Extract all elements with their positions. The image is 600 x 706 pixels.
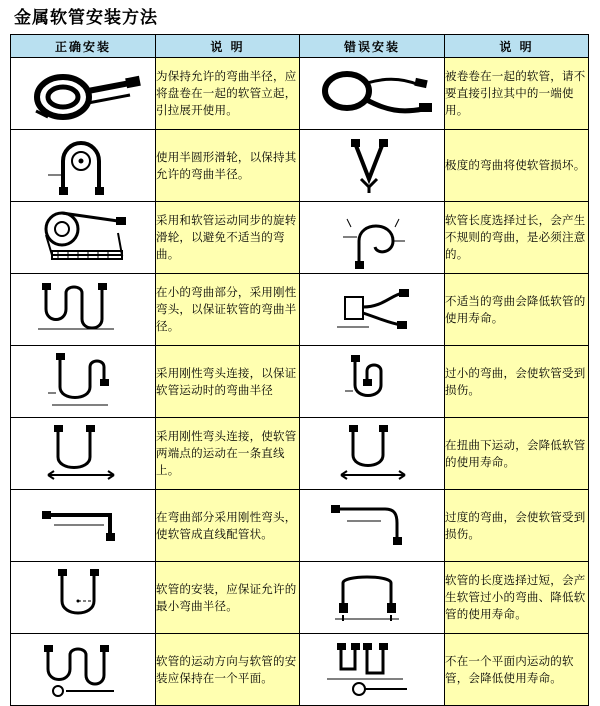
hose-motion-out-of-plane-icon	[307, 639, 437, 701]
hose-twisting-motion-u-icon	[307, 423, 437, 485]
correct-description: 软管的运动方向与软管的安装应保持在一个平面。	[156, 634, 300, 706]
header-correct-install: 正确安装	[11, 35, 156, 58]
wrong-install-illustration	[300, 346, 445, 418]
correct-install-illustration	[11, 490, 156, 562]
wrong-install-illustration	[300, 562, 445, 634]
wrong-description: 过小的弯曲，会使软管受到损伤。	[445, 346, 589, 418]
table-row	[11, 58, 589, 130]
table-header	[11, 35, 589, 58]
correct-description: 为保持允许的弯曲半径，应将盘卷在一起的软管立起，引拉展开使用。	[156, 58, 300, 130]
correct-description: 采用刚性弯头连接，使软管两端点的运动在一条直线上。	[156, 418, 300, 490]
wrong-install-illustration	[300, 130, 445, 202]
table-row	[11, 634, 589, 706]
correct-install-illustration	[11, 346, 156, 418]
hose-rigid-elbow-straight-line-motion-icon	[18, 423, 148, 485]
correct-description: 在小的弯曲部分，采用刚性弯头，以保证软管的弯曲半径。	[156, 274, 300, 346]
table-row	[11, 202, 589, 274]
wrong-description: 不适当的弯曲会降低软管的使用寿命。	[445, 274, 589, 346]
correct-install-illustration	[11, 130, 156, 202]
correct-install-illustration	[11, 202, 156, 274]
coiled-hose-flat-coil-icon	[18, 63, 148, 125]
page-title: 金属软管安装方法	[14, 8, 158, 28]
wrong-description: 极度的弯曲将使软管损坏。	[445, 130, 589, 202]
correct-description: 使用半圆形滑轮，以保持其允许的弯曲半径。	[156, 130, 300, 202]
header-description-correct: 说 明	[156, 35, 300, 58]
wrong-description: 被卷卷在一起的软管，请不要直接引拉其中的一端使用。	[445, 58, 589, 130]
wrong-description: 不在一个平面内运动的软管，会降低使用寿命。	[445, 634, 589, 706]
wrong-install-illustration	[300, 202, 445, 274]
hose-straight-with-rigid-elbow-icon	[18, 495, 148, 557]
correct-description: 在弯曲部分采用刚性弯头，使软管成直线配管状。	[156, 490, 300, 562]
table-row	[11, 562, 589, 634]
table-row	[11, 490, 589, 562]
correct-install-illustration	[11, 634, 156, 706]
wrong-install-illustration	[300, 634, 445, 706]
hose-sharp-v-bend-icon	[307, 135, 437, 197]
hose-installed-minimum-bend-radius-icon	[18, 567, 148, 629]
header-wrong-install: 错误安装	[300, 35, 445, 58]
wrong-install-illustration	[300, 418, 445, 490]
hose-with-rotating-sheave-track-icon	[18, 207, 148, 269]
correct-description: 软管的安装，应保证允许的最小弯曲半径。	[156, 562, 300, 634]
table-row	[11, 130, 589, 202]
table-row	[11, 274, 589, 346]
hose-rigid-bend-small-radius-icon	[18, 279, 148, 341]
correct-description: 采用和软管运动同步的旋转滑轮，以避免不适当的弯曲。	[156, 202, 300, 274]
hose-improper-bend-short-life-icon	[307, 279, 437, 341]
wrong-description: 过度的弯曲，会使软管受到损伤。	[445, 490, 589, 562]
correct-install-illustration	[11, 58, 156, 130]
table-row	[11, 346, 589, 418]
hose-too-long-irregular-bend-icon	[307, 207, 437, 269]
table-header-row	[11, 35, 589, 58]
hose-motion-same-plane-icon	[18, 639, 148, 701]
coiled-hose-pulled-end-icon	[307, 63, 437, 125]
header-description-wrong: 说 明	[445, 35, 589, 58]
table-body	[11, 58, 589, 706]
wrong-description: 软管的长度选择过短，会产生软管过小的弯曲、降低软管的使用寿命。	[445, 562, 589, 634]
correct-description: 采用刚性弯头连接，以保证软管运动时的弯曲半径	[156, 346, 300, 418]
correct-install-illustration	[11, 274, 156, 346]
installation-methods-table	[10, 34, 589, 706]
wrong-install-illustration	[300, 274, 445, 346]
hose-rigid-elbow-u-loop-icon	[18, 351, 148, 413]
wrong-install-illustration	[300, 58, 445, 130]
correct-install-illustration	[11, 562, 156, 634]
correct-install-illustration	[11, 418, 156, 490]
wrong-install-illustration	[300, 490, 445, 562]
hose-overbent-u-shape-icon	[307, 351, 437, 413]
table-row	[11, 418, 589, 490]
hose-over-semicircular-sheave-icon	[18, 135, 148, 197]
hose-excessive-bend-damage-icon	[307, 495, 437, 557]
wrong-description: 在扭曲下运动，会降低软管的使用寿命。	[445, 418, 589, 490]
hose-too-long-small-bend-icon	[307, 567, 437, 629]
wrong-description: 软管长度选择过长，会产生不规则的弯曲，是必须注意的。	[445, 202, 589, 274]
